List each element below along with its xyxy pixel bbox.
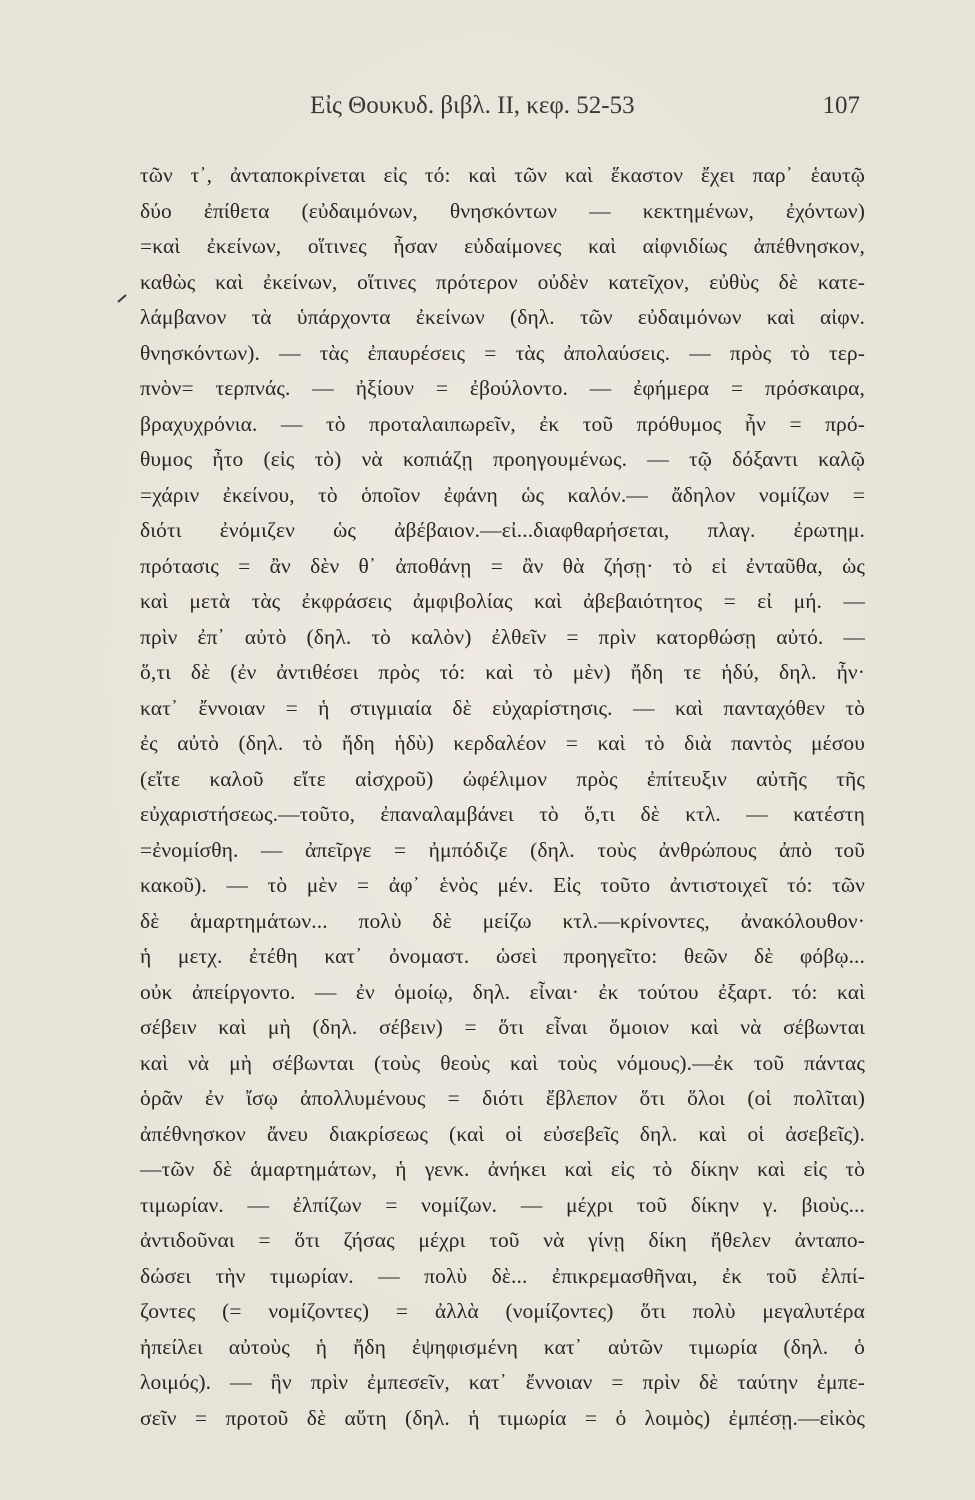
- text-line: εὐχαριστήσεως.—τοῦτο, ἐπαναλαμβάνει τὸ ὅ,τι δὲ κτλ. — κατέστη: [140, 802, 865, 826]
- text-line: τιμωρίαν. — ἐλπίζων = νομίζων. — μέχρι τοῦ δίκην γ. βιοὺς...: [140, 1192, 865, 1217]
- text-line: κατ᾿ ἔννοιαν = ἡ στιγμιαία δὲ εὐχαρίστησις. — καὶ πανταχόθεν τὸ: [140, 695, 865, 720]
- text-line: =ἐνομίσθη. — ἀπεῖργε = ἠμπόδιζε (δηλ. τοὺς ἀνθρώπους ἀπὸ τοῦ: [140, 837, 865, 862]
- text-line: λάμβανον τὰ ὑπάρχοντα ἐκείνων (δηλ. τῶν εὐδαιμόνων καὶ αἰφν.: [140, 305, 865, 329]
- text-line: λοιμός). — ἣν πρὶν ἐμπεσεῖν, κατ᾿ ἔννοιαν = πρὶν δὲ ταύτην ἐμπε-: [140, 1370, 865, 1394]
- text-line: καὶ νὰ μὴ σέβωνται (τοὺς θεοὺς καὶ τοὺς νόμους).—ἐκ τοῦ πάντας: [140, 1050, 865, 1075]
- text-line: καὶ μετὰ τὰς ἐκφράσεις ἀμφιβολίας καὶ ἀβεβαιότητος = εἰ μή. —: [140, 589, 865, 613]
- text-line: ἡ μετχ. ἐτέθη κατ᾿ ὀνομαστ. ὡσεὶ προηγεῖτο: θεῶν δὲ φόβῳ...: [140, 944, 865, 968]
- text-line: =καὶ ἐκείνων, οἵτινες ἦσαν εὐδαίμονες καὶ αἰφνιδίως ἀπέθνησκον,: [140, 234, 865, 258]
- text-line: ἠπείλει αὐτοὺς ἡ ἤδη ἐψηφισμένη κατ᾿ αὐτῶν τιμωρία (δηλ. ὁ: [140, 1334, 865, 1359]
- text-line: βραχυχρόνια. — τὸ προταλαιπωρεῖν, ἐκ τοῦ πρόθυμος ἦν = πρό-: [140, 411, 865, 436]
- text-line: θνησκόντων). — τὰς ἐπαυρέσεις = τὰς ἀπολαύσεις. — πρὸς τὸ τερ-: [140, 340, 865, 365]
- text-line: διότι ἐνόμιζεν ὡς ἀβέβαιον.—εἰ...διαφθαρήσεται, πλαγ. ἐρωτημ.: [140, 518, 865, 542]
- text-line: πρότασις = ἂν δὲν θ᾿ ἀποθάνῃ = ἂν θὰ ζήσῃ· τὸ εἰ ἐνταῦθα, ὡς: [140, 553, 865, 578]
- margin-mark-icon: [117, 293, 127, 303]
- text-line: δὲ ἁμαρτημάτων... πολὺ δὲ μείζω κτλ.—κρίνοντες, ἀνακόλουθον·: [140, 908, 865, 933]
- text-line: δύο ἐπίθετα (εὐδαιμόνων, θνησκόντων — κεκτημένων, ἐχόντων): [140, 198, 865, 223]
- text-line: καθὼς καὶ ἐκείνων, οἵτινες πρότερον οὐδὲν κατεῖχον, εὐθὺς δὲ κατε-: [140, 269, 865, 294]
- page-header: [140, 92, 860, 132]
- text-line: ὅ,τι δὲ (ἐν ἀντιθέσει πρὸς τό: καὶ τὸ μὲν) ἤδη τε ἡδύ, δηλ. ἦν·: [140, 660, 865, 684]
- running-head: Εἰς Θουκυδ. βιβλ. II, κεφ. 52-53: [310, 92, 635, 119]
- page-number: 107: [822, 92, 860, 119]
- text-line: ζοντες (= νομίζοντες) = ἀλλὰ (νομίζοντες) ὅτι πολὺ μεγαλυτέρα: [140, 1299, 865, 1323]
- text-line: —τῶν δὲ ἁμαρτημάτων, ἡ γενκ. ἀνήκει καὶ εἰς τὸ δίκην καὶ εἰς τὸ: [140, 1157, 865, 1181]
- text-line: σεῖν = προτοῦ δὲ αὕτη (δηλ. ἡ τιμωρία = ὁ λοιμὸς) ἐμπέσῃ.—εἰκὸς: [140, 1405, 865, 1430]
- text-line: (εἴτε καλοῦ εἴτε αἰσχροῦ) ὠφέλιμον πρὸς ἐπίτευξιν αὐτῆς τῆς: [140, 766, 865, 791]
- text-line: οὐκ ἀπείργοντο. — ἐν ὁμοίῳ, δηλ. εἶναι· ἐκ τούτου ἐξαρτ. τό: καὶ: [140, 979, 865, 1004]
- commentary-text: [140, 158, 865, 1436]
- text-line: ὁρᾶν ἐν ἴσῳ ἀπολλυμένους = διότι ἔβλεπον ὅτι ὅλοι (οἱ πολῖται): [140, 1086, 865, 1110]
- text-line: ἀντιδοῦναι = ὅτι ζήσας μέχρι τοῦ νὰ γίνῃ δίκη ἤθελεν ἀνταπο-: [140, 1228, 865, 1252]
- text-line: δώσει τὴν τιμωρίαν. — πολὺ δὲ... ἐπικρεμασθῆναι, ἐκ τοῦ ἐλπί-: [140, 1263, 865, 1288]
- text-line: πρὶν ἐπ᾿ αὐτὸ (δηλ. τὸ καλὸν) ἐλθεῖν = πρὶν κατορθώσῃ αὐτό. —: [140, 624, 865, 649]
- text-line: τῶν τ᾿, ἀνταποκρίνεται εἰς τό: καὶ τῶν καὶ ἕκαστον ἔχει παρ᾿ ἑαυτῷ: [140, 163, 865, 187]
- text-line: σέβειν καὶ μὴ (δηλ. σέβειν) = ὅτι εἶναι ὅμοιον καὶ νὰ σέβωνται: [140, 1015, 865, 1039]
- text-line: ἐς αὐτὸ (δηλ. τὸ ἤδη ἡδὺ) κερδαλέον = καὶ τὸ διὰ παντὸς μέσου: [140, 731, 865, 755]
- text-line: ἀπέθνησκον ἄνευ διακρίσεως (καὶ οἱ εὐσεβεῖς δηλ. καὶ οἱ ἀσεβεῖς).: [140, 1121, 865, 1146]
- text-line: πνὸν= τερπνάς. — ἠξίουν = ἐβούλοντο. — ἐφήμερα = πρόσκαιρα,: [140, 376, 865, 400]
- text-line: =χάριν ἐκείνου, τὸ ὁποῖον ἐφάνη ὡς καλόν.— ἄδηλον νομίζων =: [140, 482, 865, 507]
- text-line: κακοῦ). — τὸ μὲν = ἀφ᾿ ἑνὸς μέν. Εἰς τοῦτο ἀντιστοιχεῖ τό: τῶν: [140, 873, 865, 897]
- text-line: θυμος ἦτο (εἰς τὸ) νὰ κοπιάζῃ προηγουμένως. — τῷ δόξαντι καλῷ: [140, 447, 865, 471]
